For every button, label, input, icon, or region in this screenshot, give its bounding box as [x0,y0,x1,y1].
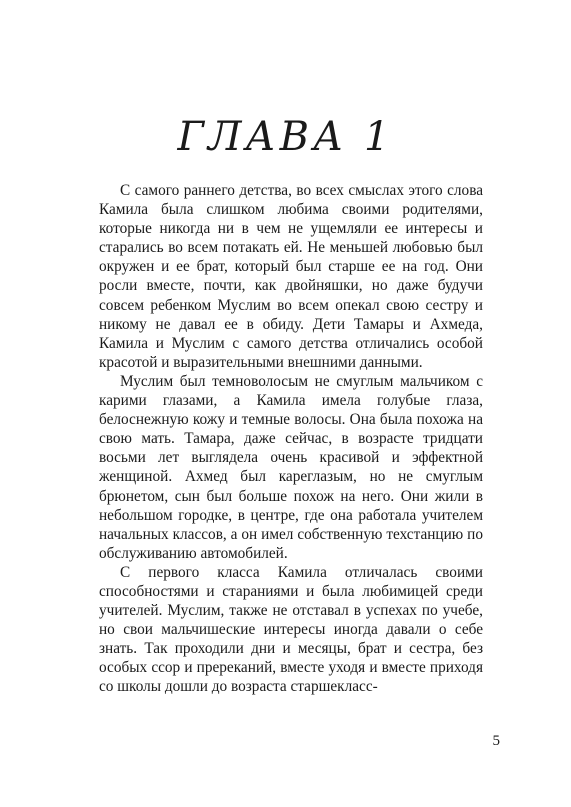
chapter-body [99,181,483,697]
paragraph: С самого раннего детства, во всех смыслах этого слова Камила была слишком любима своими родителями, которые никогда ни в чем не ущемляли ее интересы и старались во всем потакать ей. Не меньшей любовью был окружен и ее брат, который был старше ее на год. Они росли вместе, почти, как двойняшки, но даже будучи совсем ребенком Муслим во всем опекал свою сестру и никому не давал ее в обиду. Дети Тамары и Ахмеда, Камила и Муслим с самого детства отличались особой красотой и выразительными внешними данными. [99,182,483,371]
paragraph: Муслим был темноволосым не смуглым мальчиком с карими глазами, а Камила имела голубые глаза, белоснежную кожу и темные волосы. Она была похожа на свою мать. Тамара, даже сейчас, в возрасте тридцати восьми лет выглядела очень красивой и эффектной женщиной. Ахмед был кареглазым, но не смуглым брюнетом, сын был больше похож на него. Они жили в небольшом городке, в центре, где она работала учителем начальных классов, а он имел собственную техстанцию по обслуживанию автомобилей. [99,372,483,562]
page-number: 5 [492,733,500,749]
chapter-title: ГЛАВА 1 [177,113,394,160]
paragraph: С первого класса Камила отличалась своими способностями и стараниями и была любимицей среди учителей. Муслим, также не отставал в успехах по учебе, но свои мальчишеские интересы иногда давали о себе знать. Так проходили дни и месяцы, брат и сестра, без особых ссор и пререканий, вместе уходя и вместе приходя со школы дошли до возраста старшекласс- [99,563,483,696]
